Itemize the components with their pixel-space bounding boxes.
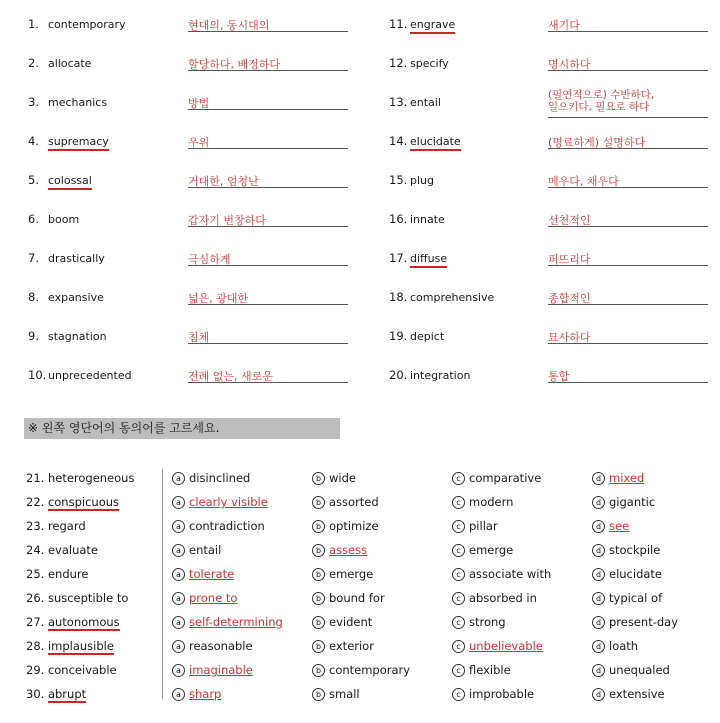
vocab-word: diffuse <box>410 252 447 268</box>
choice-letter-icon: a <box>172 472 185 485</box>
choice-option[interactable]: d unequaled <box>592 663 670 677</box>
choice-letter-icon: c <box>452 616 465 629</box>
vocab-number: 2. <box>28 56 39 70</box>
choice-letter-icon: b <box>312 544 325 557</box>
vocab-number: 10. <box>28 368 47 382</box>
choice-letter-icon: b <box>312 616 325 629</box>
choice-option[interactable]: b small <box>312 687 360 701</box>
answer-blank[interactable]: 거대한, 엄청난 <box>188 173 348 188</box>
choice-option[interactable]: c flexible <box>452 663 511 677</box>
vocab-row <box>389 17 719 41</box>
vocab-word: contemporary <box>48 18 126 31</box>
choice-option[interactable]: c absorbed in <box>452 591 537 605</box>
question-word: evaluate <box>47 543 98 557</box>
choice-option[interactable]: d elucidate <box>592 567 662 581</box>
question-label: 29. conceivable <box>26 663 117 677</box>
choice-letter-icon: d <box>592 688 605 701</box>
question-label: 28. implausible <box>26 639 114 653</box>
vocab-word: plug <box>410 174 434 187</box>
choice-letter-icon: c <box>452 472 465 485</box>
choice-option[interactable]: a prone to <box>172 591 237 605</box>
choice-letter-icon: d <box>592 640 605 653</box>
choice-option[interactable]: c comparative <box>452 471 541 485</box>
vocab-word: entail <box>410 96 441 109</box>
vocab-word: comprehensive <box>410 291 495 304</box>
choice-option[interactable]: d mixed <box>592 471 644 485</box>
vocab-word: supremacy <box>48 135 109 151</box>
choice-option[interactable]: b wide <box>312 471 356 485</box>
question-label: 30. abrupt <box>26 687 87 701</box>
question-word: susceptible to <box>47 591 129 605</box>
choice-letter-icon: d <box>592 568 605 581</box>
question-word: conceivable <box>47 663 117 677</box>
question-word: abrupt <box>47 687 87 701</box>
choice-option[interactable]: a disinclined <box>172 471 250 485</box>
vocab-word: integration <box>410 369 471 382</box>
choice-letter-icon: d <box>592 544 605 557</box>
choice-letter-icon: b <box>312 640 325 653</box>
choice-letter-icon: c <box>452 688 465 701</box>
choice-option[interactable]: b emerge <box>312 567 373 581</box>
answer-blank[interactable]: 침체 <box>188 329 348 344</box>
synonym-row <box>0 567 720 587</box>
choice-option[interactable]: b assess <box>312 543 367 557</box>
choice-option[interactable]: b bound for <box>312 591 385 605</box>
synonym-row <box>0 591 720 611</box>
vocab-row <box>389 89 719 119</box>
vocab-row <box>389 251 719 275</box>
choice-letter-icon: a <box>172 520 185 533</box>
vocab-row <box>389 212 719 236</box>
choice-letter-icon: d <box>592 664 605 677</box>
choice-option[interactable]: b exterior <box>312 639 374 653</box>
choice-option[interactable]: a self-determining <box>172 615 283 629</box>
vocab-number: 4. <box>28 134 39 148</box>
vocab-number: 5. <box>28 173 39 187</box>
synonym-section <box>0 468 720 718</box>
answer-blank[interactable]: 전례 없는, 새로운 <box>188 368 348 383</box>
question-word: implausible <box>47 639 114 653</box>
question-label: 26. susceptible to <box>26 591 129 605</box>
vocab-number: 20. <box>389 368 408 382</box>
synonym-row <box>0 519 720 539</box>
choice-letter-icon: d <box>592 616 605 629</box>
vocab-number: 9. <box>28 329 39 343</box>
vocab-word: expansive <box>48 291 104 304</box>
vocab-word: mechanics <box>48 96 108 109</box>
synonym-row <box>0 687 720 707</box>
vocab-number: 19. <box>389 329 408 343</box>
choice-letter-icon: a <box>172 544 185 557</box>
question-label: 22. conspicuous <box>26 495 120 509</box>
choice-option[interactable]: a clearly visible <box>172 495 268 509</box>
answer-blank[interactable]: (필연적으로) 수반하다, 일으키다, 필요로 하다 <box>548 89 708 118</box>
choice-option[interactable]: a entail <box>172 543 221 557</box>
answer-blank[interactable]: 극심하게 <box>188 251 348 266</box>
choice-letter-icon: a <box>172 592 185 605</box>
vocab-word: boom <box>48 213 80 226</box>
vocab-number: 15. <box>389 173 408 187</box>
question-word: conspicuous <box>47 495 120 509</box>
choice-option[interactable]: c modern <box>452 495 513 509</box>
answer-blank[interactable]: 방법 <box>188 95 348 110</box>
vocab-row <box>389 56 719 80</box>
answer-blank[interactable]: (명료하게) 설명하다 <box>548 134 708 149</box>
choice-option[interactable]: c improbable <box>452 687 534 701</box>
choice-option[interactable]: d loath <box>592 639 638 653</box>
synonym-row <box>0 639 720 659</box>
choice-option[interactable]: c pillar <box>452 519 498 533</box>
choice-letter-icon: a <box>172 568 185 581</box>
choice-letter-icon: b <box>312 592 325 605</box>
vocab-number: 8. <box>28 290 39 304</box>
vocab-row <box>389 329 719 353</box>
instruction-banner: ※ 왼쪽 영단어의 동의어를 고르세요. <box>24 418 340 439</box>
answer-blank[interactable]: 우위 <box>188 134 348 149</box>
vocab-row <box>389 368 719 392</box>
vocab-number: 12. <box>389 56 408 70</box>
answer-blank[interactable]: 퍼뜨리다 <box>548 251 708 266</box>
choice-letter-icon: d <box>592 472 605 485</box>
choice-letter-icon: a <box>172 640 185 653</box>
vocab-row <box>28 95 358 119</box>
choice-letter-icon: b <box>312 688 325 701</box>
vocab-row <box>28 17 358 41</box>
choice-option[interactable]: d present-day <box>592 615 678 629</box>
question-label: 27. autonomous <box>26 615 120 629</box>
choice-option[interactable]: d extensive <box>592 687 665 701</box>
choice-option[interactable]: a reasonable <box>172 639 253 653</box>
choice-letter-icon: b <box>312 520 325 533</box>
choice-letter-icon: b <box>312 664 325 677</box>
synonym-row <box>0 663 720 683</box>
synonym-row <box>0 543 720 563</box>
question-word: regard <box>47 519 86 533</box>
choice-letter-icon: d <box>592 520 605 533</box>
answer-blank[interactable]: 새기다 <box>548 17 708 32</box>
choice-option[interactable]: a sharp <box>172 687 221 701</box>
vocab-row <box>389 134 719 158</box>
choice-letter-icon: b <box>312 568 325 581</box>
vocab-row <box>389 173 719 197</box>
choice-option[interactable]: a contradiction <box>172 519 265 533</box>
choice-letter-icon: a <box>172 496 185 509</box>
vocab-word: specify <box>410 57 449 70</box>
choice-option[interactable]: d see <box>592 519 629 533</box>
synonym-row <box>0 495 720 515</box>
choice-letter-icon: a <box>172 664 185 677</box>
vocab-row <box>28 134 358 158</box>
answer-blank[interactable]: 종합적인 <box>548 290 708 305</box>
vocab-word: allocate <box>48 57 92 70</box>
choice-option[interactable]: a tolerate <box>172 567 234 581</box>
choice-option[interactable]: c associate with <box>452 567 551 581</box>
answer-blank[interactable]: 넓은, 광대한 <box>188 290 348 305</box>
answer-blank[interactable]: 명시하다 <box>548 56 708 71</box>
choice-letter-icon: c <box>452 664 465 677</box>
vocab-word: engrave <box>410 18 455 34</box>
choice-option[interactable]: b assorted <box>312 495 379 509</box>
choice-letter-icon: b <box>312 472 325 485</box>
vocab-word: stagnation <box>48 330 107 343</box>
vocab-word: colossal <box>48 174 92 190</box>
answer-blank[interactable]: 할당하다, 배정하다 <box>188 56 348 71</box>
vocab-row <box>389 290 719 314</box>
choice-letter-icon: a <box>172 616 185 629</box>
vocab-number: 11. <box>389 17 408 31</box>
vocab-word: elucidate <box>410 135 461 151</box>
answer-blank[interactable]: 갑자기 번창하다 <box>188 212 348 227</box>
choice-letter-icon: c <box>452 640 465 653</box>
vocab-row <box>28 290 358 314</box>
choice-option[interactable]: b evident <box>312 615 372 629</box>
choice-option[interactable]: d gigantic <box>592 495 655 509</box>
answer-blank[interactable]: 메우다, 채우다 <box>548 173 708 188</box>
synonym-row <box>0 615 720 635</box>
question-word: autonomous <box>47 615 120 629</box>
answer-blank[interactable]: 통합 <box>548 368 708 383</box>
question-label: 23. regard <box>26 519 86 533</box>
vocab-word: drastically <box>48 252 105 265</box>
choice-option[interactable]: a imaginable <box>172 663 253 677</box>
choice-letter-icon: c <box>452 592 465 605</box>
answer-blank[interactable]: 선천적인 <box>548 212 708 227</box>
vocab-word: depict <box>410 330 445 343</box>
vocab-number: 14. <box>389 134 408 148</box>
vocab-number: 13. <box>389 95 408 109</box>
answer-blank[interactable]: 묘사하다 <box>548 329 708 344</box>
choice-letter-icon: c <box>452 544 465 557</box>
choice-option[interactable]: c emerge <box>452 543 513 557</box>
vocab-row <box>28 56 358 80</box>
choice-letter-icon: b <box>312 496 325 509</box>
vocab-number: 17. <box>389 251 408 265</box>
vocab-row <box>28 173 358 197</box>
answer-blank[interactable]: 현대의, 동시대의 <box>188 17 348 32</box>
question-label: 21. heterogeneous <box>26 471 135 485</box>
choice-letter-icon: c <box>452 496 465 509</box>
choice-letter-icon: c <box>452 568 465 581</box>
vocab-word: innate <box>410 213 445 226</box>
choice-letter-icon: a <box>172 688 185 701</box>
question-label: 24. evaluate <box>26 543 98 557</box>
vocab-number: 18. <box>389 290 408 304</box>
question-label: 25. endure <box>26 567 89 581</box>
vocab-row <box>28 368 358 392</box>
choice-option[interactable]: d stockpile <box>592 543 660 557</box>
vocab-number: 16. <box>389 212 408 226</box>
synonym-row <box>0 471 720 491</box>
question-word: endure <box>47 567 89 581</box>
vocab-word: unprecedented <box>48 369 132 382</box>
vocab-row <box>28 251 358 275</box>
choice-letter-icon: c <box>452 520 465 533</box>
vocab-number: 7. <box>28 251 39 265</box>
vocab-row <box>28 329 358 353</box>
choice-option[interactable]: b optimize <box>312 519 379 533</box>
choice-option[interactable]: c unbelievable <box>452 639 543 653</box>
choice-letter-icon: d <box>592 592 605 605</box>
choice-option[interactable]: b contemporary <box>312 663 410 677</box>
vocab-number: 3. <box>28 95 39 109</box>
choice-option[interactable]: c strong <box>452 615 506 629</box>
question-word: heterogeneous <box>47 471 135 485</box>
vocab-row <box>28 212 358 236</box>
choice-letter-icon: d <box>592 496 605 509</box>
vocab-number: 6. <box>28 212 39 226</box>
vocab-number: 1. <box>28 17 39 31</box>
choice-option[interactable]: d typical of <box>592 591 662 605</box>
